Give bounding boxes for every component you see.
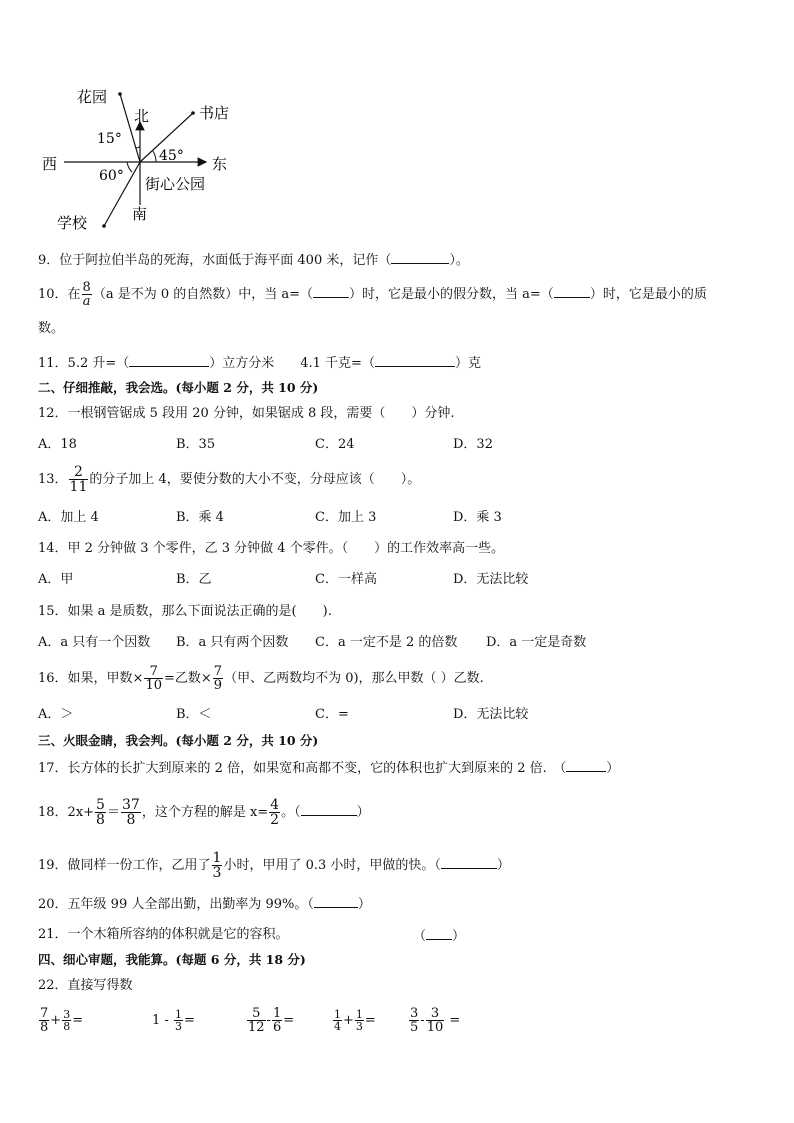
option-c[interactable]: C．24 <box>315 437 355 452</box>
label-east: 东 <box>212 155 228 173</box>
option-d[interactable]: D．无法比较 <box>453 572 529 587</box>
option-a[interactable]: A．a 只有一个因数 <box>38 635 151 650</box>
compass-diagram <box>0 0 794 240</box>
fraction-1-over-3: $\frac{1}{3}$ <box>212 850 222 881</box>
fraction-5-over-12: $\frac{5}{12}$ <box>248 1006 265 1035</box>
option-c[interactable]: C．= <box>315 707 349 722</box>
option-d[interactable]: D．乘 3 <box>453 510 502 525</box>
option-d[interactable]: D．32 <box>453 437 493 452</box>
option-c[interactable]: C．a 一定不是 2 的倍数 <box>315 635 458 650</box>
option-b[interactable]: B．乙 <box>176 572 212 587</box>
fraction-3-over-10: $\frac{3}{10}$ <box>426 1006 444 1035</box>
calc-expression-1[interactable]: $\frac{7}{8}$ + $\frac{3}{8}$ = <box>40 1006 84 1035</box>
question-12: 12．一根钢管锯成 5 段用 20 分钟，如果锯成 8 段，需要（ ）分钟. <box>38 406 455 421</box>
fraction-4-over-2: $\frac{4}{2}$ <box>270 797 280 828</box>
label-angle-60: 60° <box>99 168 124 184</box>
option-a[interactable]: A．加上 4 <box>38 510 99 525</box>
fraction-2-over-11: $\frac{2}{11}$ <box>69 464 88 495</box>
question-10: 10．在 $\frac{8}{a}$ （a 是不为 0 的自然数）中，当 a=（ ）时，它是最小的假分数，当 a=（ ）时，它是最小的质 <box>38 280 707 309</box>
section-4-heading: 四、细心审题，我能算。(每题 6 分，共 18 分) <box>38 952 306 967</box>
option-b[interactable]: B．35 <box>176 437 216 452</box>
calc-expression-5[interactable]: $\frac{3}{5}$ - $\frac{3}{10}$ = <box>410 1006 461 1035</box>
answer-blank[interactable] <box>441 856 497 869</box>
option-a[interactable]: A．＞ <box>38 707 74 722</box>
answer-blank[interactable] <box>566 759 606 772</box>
question-21: 21．一个木箱所容纳的体积就是它的容积。 <box>38 927 289 942</box>
calc-expression-4[interactable]: $\frac{1}{4}$ + $\frac{1}{3}$ = <box>334 1008 376 1033</box>
option-b[interactable]: B．乘 4 <box>176 510 224 525</box>
question-18: 18．2x+ $\frac{5}{8}$ ＝ $\frac{37}{8}$ ，这个方程的解是 x= $\frac{4}{2}$ 。（ ） <box>38 797 370 828</box>
question-9: 9．位于阿拉伯半岛的死海，水面低于海平面 400 米，记作（ ）。 <box>38 253 469 268</box>
question-21-answer: （ ） <box>413 929 466 944</box>
option-d[interactable]: D．a 一定是奇数 <box>486 635 587 650</box>
label-angle-15: 15° <box>97 131 122 147</box>
label-bookstore: 书店 <box>199 104 230 122</box>
fraction-37-over-8: $\frac{37}{8}$ <box>121 797 140 828</box>
answer-blank[interactable] <box>375 354 455 367</box>
option-c[interactable]: C．加上 3 <box>315 510 377 525</box>
answer-blank[interactable] <box>554 285 590 298</box>
label-school: 学校 <box>57 214 88 232</box>
label-angle-45: 45° <box>159 148 184 164</box>
option-b[interactable]: B．a 只有两个因数 <box>176 635 289 650</box>
section-2-heading: 二、仔细推敲，我会选。(每小题 2 分，共 10 分) <box>38 380 319 395</box>
option-a[interactable]: A．18 <box>38 437 77 452</box>
label-north: 北 <box>134 107 150 125</box>
option-d[interactable]: D．无法比较 <box>453 707 529 722</box>
fraction-8-over-a: $\frac{8}{a}$ <box>82 280 91 309</box>
answer-blank[interactable] <box>129 354 209 367</box>
question-22-title: 22．直接写得数 <box>38 978 133 993</box>
question-13: 13． $\frac{2}{11}$ 的分子加上 4，要使分数的大小不变，分母应该（ ）。 <box>38 464 421 495</box>
question-20: 20．五年级 99 人全部出勤，出勤率为 99%。（ ） <box>38 897 371 912</box>
garden-ray <box>120 94 140 162</box>
question-14: 14．甲 2 分钟做 3 个零件，乙 3 分钟做 4 个零件。（ ）的工作效率高一些。 <box>38 541 505 556</box>
fraction-1-over-3: $\frac{1}{3}$ <box>355 1008 363 1033</box>
question-10-cont: 数。 <box>38 321 65 336</box>
fraction-3-over-5: $\frac{3}{5}$ <box>410 1006 419 1035</box>
fraction-7-over-10: $\frac{7}{10}$ <box>145 664 162 693</box>
section-3-heading: 三、火眼金睛，我会判。(每小题 2 分，共 10 分) <box>38 733 319 748</box>
answer-blank[interactable] <box>313 285 349 298</box>
fraction-1-over-6: $\frac{1}{6}$ <box>272 1006 282 1035</box>
fraction-1-over-4: $\frac{1}{4}$ <box>334 1008 341 1033</box>
label-south: 南 <box>132 205 148 223</box>
answer-blank[interactable] <box>314 895 358 908</box>
question-17: 17．长方体的长扩大到原来的 2 倍，如果宽和高都不变，它的体积也扩大到原来的 2 倍. （ ） <box>38 761 620 776</box>
question-11: 11．5.2 升=（ ）立方分米 4.1 千克=（ ）克 <box>38 356 481 371</box>
answer-blank[interactable] <box>391 251 449 264</box>
question-19: 19．做同样一份工作，乙用了 $\frac{1}{3}$ 小时，甲用了 0.3 小时，甲做的快。（ ） <box>38 850 510 881</box>
option-b[interactable]: B．＜ <box>176 707 212 722</box>
fraction-7-over-9: $\frac{7}{9}$ <box>213 664 223 693</box>
fraction-5-over-8: $\frac{5}{8}$ <box>96 797 105 828</box>
option-c[interactable]: C．一样高 <box>315 572 377 587</box>
fraction-7-over-8: $\frac{7}{8}$ <box>40 1006 49 1035</box>
label-west: 西 <box>42 155 58 173</box>
calc-expression-3[interactable]: $\frac{5}{12}$ - $\frac{1}{6}$ = <box>248 1006 295 1035</box>
calc-expression-2[interactable]: 1 - $\frac{1}{3}$ = <box>152 1008 195 1033</box>
question-15: 15．如果 a 是质数，那么下面说法正确的是( ). <box>38 604 332 619</box>
label-garden: 花园 <box>77 88 108 106</box>
fraction-3-over-8: $\frac{3}{8}$ <box>63 1008 71 1033</box>
option-a[interactable]: A．甲 <box>38 572 74 587</box>
answer-blank[interactable] <box>426 927 452 940</box>
answer-blank[interactable] <box>301 803 357 816</box>
fraction-1-over-3: $\frac{1}{3}$ <box>174 1008 182 1033</box>
question-16: 16．如果，甲数× $\frac{7}{10}$ =乙数× $\frac{7}{9}$ （甲、乙两数均不为 0)，那么甲数（ ）乙数. <box>38 664 484 693</box>
label-park: 街心公园 <box>145 175 206 193</box>
